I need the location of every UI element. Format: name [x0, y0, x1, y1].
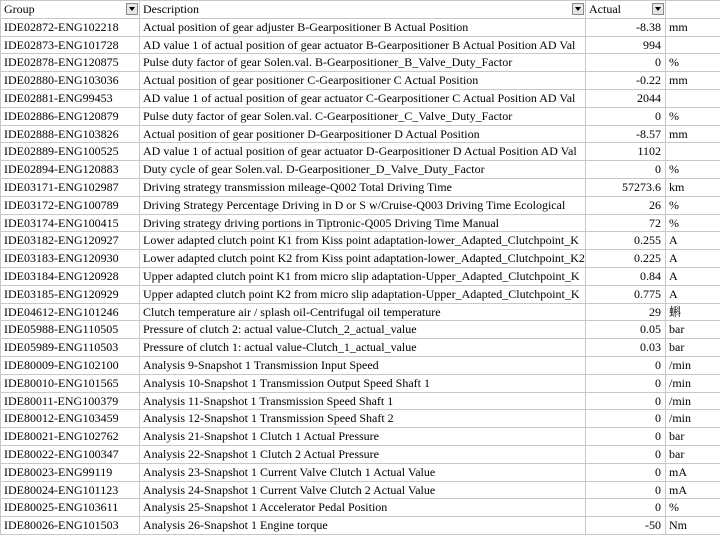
actual-cell[interactable]: 0.03 [586, 339, 666, 357]
unit-cell[interactable]: A [666, 267, 720, 285]
group-cell[interactable]: IDE80026-ENG101503 [1, 517, 140, 535]
group-cell[interactable]: IDE80024-ENG101123 [1, 481, 140, 499]
actual-cell[interactable]: 994 [586, 36, 666, 54]
actual-cell[interactable]: 0.255 [586, 232, 666, 250]
unit-cell[interactable]: /min [666, 356, 720, 374]
group-cell[interactable]: IDE05988-ENG110505 [1, 321, 140, 339]
unit-cell[interactable]: % [666, 161, 720, 179]
actual-cell[interactable]: -8.38 [586, 18, 666, 36]
group-cell[interactable]: IDE02881-ENG99453 [1, 89, 140, 107]
unit-header[interactable] [666, 1, 720, 19]
description-cell[interactable]: Upper adapted clutch point K2 from micro slip adaptation-Upper_Adapted_Clutchpoint_K [140, 285, 586, 303]
description-cell[interactable]: AD value 1 of actual position of gear actuator C-Gearpositioner C Actual Position AD Val [140, 89, 586, 107]
actual-cell[interactable]: 72 [586, 214, 666, 232]
group-cell[interactable]: IDE02878-ENG120875 [1, 54, 140, 72]
group-cell[interactable]: IDE80009-ENG102100 [1, 356, 140, 374]
table-row [1, 196, 720, 214]
actual-cell[interactable]: 0 [586, 481, 666, 499]
table-row [1, 36, 720, 54]
table-row [1, 161, 720, 179]
table-row [1, 107, 720, 125]
group-cell[interactable]: IDE03184-ENG120928 [1, 267, 140, 285]
group-header-label: Group [4, 2, 35, 16]
unit-cell[interactable]: mA [666, 481, 720, 499]
group-cell[interactable]: IDE02872-ENG102218 [1, 18, 140, 36]
actual-cell[interactable]: 0 [586, 107, 666, 125]
unit-cell[interactable]: % [666, 54, 720, 72]
table-row [1, 517, 720, 535]
actual-cell[interactable]: 1102 [586, 143, 666, 161]
unit-cell[interactable] [666, 36, 720, 54]
group-cell[interactable]: IDE04612-ENG101246 [1, 303, 140, 321]
group-cell[interactable]: IDE80022-ENG100347 [1, 445, 140, 463]
table-row [1, 321, 720, 339]
actual-cell[interactable]: 0 [586, 356, 666, 374]
description-cell[interactable]: Analysis 26-Snapshot 1 Engine torque [140, 517, 586, 535]
table-row [1, 18, 720, 36]
group-cell[interactable]: IDE02889-ENG100525 [1, 143, 140, 161]
description-header-label: Description [143, 2, 199, 16]
actual-cell[interactable]: 0 [586, 374, 666, 392]
description-cell[interactable]: Actual position of gear positioner D-Gearpositioner D Actual Position [140, 125, 586, 143]
table-row [1, 445, 720, 463]
table-row [1, 481, 720, 499]
unit-cell[interactable]: /min [666, 374, 720, 392]
actual-cell[interactable]: 0 [586, 161, 666, 179]
group-header[interactable] [1, 1, 140, 19]
description-cell[interactable]: Pulse duty factor of gear Solen.val. B-Gearpositioner_B_Valve_Duty_Factor [140, 54, 586, 72]
table-row [1, 178, 720, 196]
table-row [1, 267, 720, 285]
group-cell[interactable]: IDE80021-ENG102762 [1, 428, 140, 446]
actual-cell[interactable]: 0 [586, 410, 666, 428]
table-row [1, 232, 720, 250]
table-row [1, 125, 720, 143]
table-row [1, 499, 720, 517]
actual-cell[interactable]: 0 [586, 499, 666, 517]
group-cell[interactable]: IDE80025-ENG103611 [1, 499, 140, 517]
table-row [1, 214, 720, 232]
description-cell[interactable]: Pulse duty factor of gear Solen.val. C-Gearpositioner_C_Valve_Duty_Factor [140, 107, 586, 125]
actual-filter-dropdown-icon[interactable] [652, 3, 664, 15]
description-cell[interactable]: Analysis 11-Snapshot 1 Transmission Speed Shaft 1 [140, 392, 586, 410]
actual-cell[interactable]: -50 [586, 517, 666, 535]
unit-cell[interactable] [666, 143, 720, 161]
description-cell[interactable]: Analysis 9-Snapshot 1 Transmission Input Speed [140, 356, 586, 374]
group-cell[interactable]: IDE03183-ENG120930 [1, 250, 140, 268]
unit-cell[interactable]: Nm [666, 517, 720, 535]
table-row [1, 72, 720, 90]
group-cell[interactable]: IDE02880-ENG103036 [1, 72, 140, 90]
group-cell[interactable]: IDE02873-ENG101728 [1, 36, 140, 54]
table-row [1, 428, 720, 446]
table-row [1, 89, 720, 107]
description-cell[interactable]: Driving strategy driving portions in Tiptronic-Q005 Driving Time Manual [140, 214, 586, 232]
unit-cell[interactable]: bar [666, 339, 720, 357]
unit-cell[interactable]: mm [666, 72, 720, 90]
group-cell[interactable]: IDE03182-ENG120927 [1, 232, 140, 250]
unit-cell[interactable] [666, 89, 720, 107]
description-cell[interactable]: Analysis 12-Snapshot 1 Transmission Speed Shaft 2 [140, 410, 586, 428]
header-row [1, 1, 720, 19]
table-row [1, 250, 720, 268]
group-cell[interactable]: IDE80012-ENG103459 [1, 410, 140, 428]
description-cell[interactable]: Analysis 25-Snapshot 1 Accelerator Pedal Position [140, 499, 586, 517]
unit-cell[interactable]: A [666, 232, 720, 250]
group-cell[interactable]: IDE03185-ENG120929 [1, 285, 140, 303]
group-cell[interactable]: IDE03174-ENG100415 [1, 214, 140, 232]
unit-cell[interactable]: A [666, 250, 720, 268]
unit-cell[interactable]: /min [666, 410, 720, 428]
description-cell[interactable]: Analysis 23-Snapshot 1 Current Valve Clutch 1 Actual Value [140, 463, 586, 481]
actual-cell[interactable]: 0.225 [586, 250, 666, 268]
actual-cell[interactable]: 0.84 [586, 267, 666, 285]
description-cell[interactable]: Analysis 21-Snapshot 1 Clutch 1 Actual Pressure [140, 428, 586, 446]
unit-cell[interactable]: 蝌 [666, 303, 720, 321]
table-row [1, 392, 720, 410]
table-row [1, 339, 720, 357]
description-cell[interactable]: AD value 1 of actual position of gear actuator D-Gearpositioner D Actual Position AD Val [140, 143, 586, 161]
unit-cell[interactable]: % [666, 196, 720, 214]
description-cell[interactable]: Pressure of clutch 2: actual value-Clutch_2_actual_value [140, 321, 586, 339]
actual-cell[interactable]: 2044 [586, 89, 666, 107]
actual-cell[interactable]: 26 [586, 196, 666, 214]
group-cell[interactable]: IDE03172-ENG100789 [1, 196, 140, 214]
unit-cell[interactable]: km [666, 178, 720, 196]
table-row [1, 54, 720, 72]
actual-cell[interactable]: -0.22 [586, 72, 666, 90]
description-cell[interactable]: Actual position of gear positioner C-Gearpositioner C Actual Position [140, 72, 586, 90]
description-cell[interactable]: Duty cycle of gear Solen.val. D-Gearpositioner_D_Valve_Duty_Factor [140, 161, 586, 179]
actual-cell[interactable]: 0.05 [586, 321, 666, 339]
table-row [1, 285, 720, 303]
unit-cell[interactable]: mA [666, 463, 720, 481]
unit-cell[interactable]: mm [666, 18, 720, 36]
table-row [1, 410, 720, 428]
actual-cell[interactable]: 0 [586, 392, 666, 410]
actual-cell[interactable]: 57273.6 [586, 178, 666, 196]
description-cell[interactable]: Pressure of clutch 1: actual value-Clutch_1_actual_value [140, 339, 586, 357]
table-row [1, 374, 720, 392]
description-cell[interactable]: Actual position of gear adjuster B-Gearpositioner B Actual Position [140, 18, 586, 36]
table-row [1, 463, 720, 481]
unit-cell[interactable]: mm [666, 125, 720, 143]
group-cell[interactable]: IDE05989-ENG110503 [1, 339, 140, 357]
group-cell[interactable]: IDE02886-ENG120879 [1, 107, 140, 125]
description-cell[interactable]: Lower adapted clutch point K1 from Kiss point adaptation-lower_Adapted_Clutchpoint_K [140, 232, 586, 250]
table-row [1, 303, 720, 321]
description-cell[interactable]: Clutch temperature air / splash oil-Centrifugal oil temperature [140, 303, 586, 321]
actual-cell[interactable]: 0 [586, 463, 666, 481]
actual-cell[interactable]: 0 [586, 428, 666, 446]
unit-cell[interactable]: A [666, 285, 720, 303]
actual-header[interactable] [586, 1, 666, 19]
group-cell[interactable]: IDE80010-ENG101565 [1, 374, 140, 392]
actual-cell[interactable]: 29 [586, 303, 666, 321]
actual-cell[interactable]: 0 [586, 54, 666, 72]
group-cell[interactable]: IDE02888-ENG103826 [1, 125, 140, 143]
table-row [1, 143, 720, 161]
description-cell[interactable]: AD value 1 of actual position of gear actuator B-Gearpositioner B Actual Position AD Val [140, 36, 586, 54]
description-cell[interactable]: Driving Strategy Percentage Driving in D or S w/Cruise-Q003 Driving Time Ecological [140, 196, 586, 214]
unit-cell[interactable]: /min [666, 392, 720, 410]
unit-cell[interactable]: bar [666, 321, 720, 339]
description-cell[interactable]: Analysis 10-Snapshot 1 Transmission Output Speed Shaft 1 [140, 374, 586, 392]
table-row [1, 356, 720, 374]
unit-cell[interactable]: % [666, 214, 720, 232]
actual-header-label: Actual [589, 2, 621, 16]
description-cell[interactable]: Analysis 24-Snapshot 1 Current Valve Clutch 2 Actual Value [140, 481, 586, 499]
description-cell[interactable]: Lower adapted clutch point K2 from Kiss point adaptation-lower_Adapted_Clutchpoint_K2 [140, 250, 586, 268]
description-cell[interactable]: Upper adapted clutch point K1 from micro slip adaptation-Upper_Adapted_Clutchpoint_K [140, 267, 586, 285]
description-cell[interactable]: Analysis 22-Snapshot 1 Clutch 2 Actual Pressure [140, 445, 586, 463]
actual-cell[interactable]: -8.57 [586, 125, 666, 143]
description-filter-dropdown-icon[interactable] [572, 3, 584, 15]
unit-cell[interactable]: bar [666, 428, 720, 446]
group-cell[interactable]: IDE80011-ENG100379 [1, 392, 140, 410]
unit-cell[interactable]: % [666, 499, 720, 517]
unit-cell[interactable]: % [666, 107, 720, 125]
actual-cell[interactable]: 0 [586, 445, 666, 463]
group-cell[interactable]: IDE03171-ENG102987 [1, 178, 140, 196]
group-cell[interactable]: IDE02894-ENG120883 [1, 161, 140, 179]
group-cell[interactable]: IDE80023-ENG99119 [1, 463, 140, 481]
actual-cell[interactable]: 0.775 [586, 285, 666, 303]
unit-cell[interactable]: bar [666, 445, 720, 463]
description-header[interactable] [140, 1, 586, 19]
group-filter-dropdown-icon[interactable] [126, 3, 138, 15]
description-cell[interactable]: Driving strategy transmission mileage-Q002 Total Driving Time [140, 178, 586, 196]
